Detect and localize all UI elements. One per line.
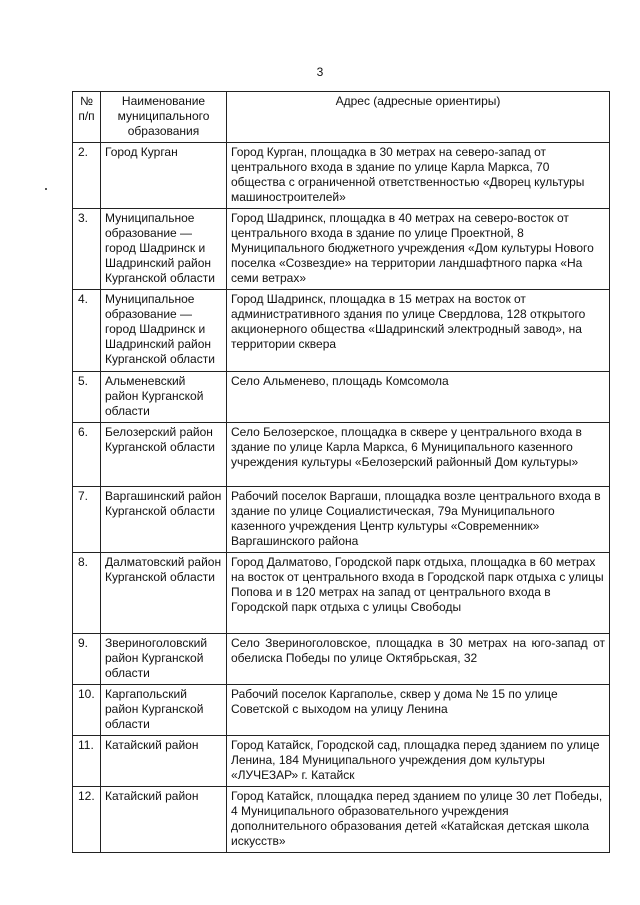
row-address: Село Альменево, площадь Комсомола xyxy=(227,372,610,423)
table-body xyxy=(73,143,610,853)
table-row xyxy=(73,634,610,685)
table-row xyxy=(73,143,610,209)
table-row xyxy=(73,787,610,853)
row-number: 11. xyxy=(73,736,101,787)
table-row xyxy=(73,553,610,634)
row-municipality: Звериноголовский район Курганской области xyxy=(101,634,227,685)
row-number: 6. xyxy=(73,423,101,487)
table-header-row xyxy=(73,92,610,143)
row-address: Рабочий поселок Каргаполье, сквер у дома № 15 по улице Советской с выходом на улицу Ленина xyxy=(227,685,610,736)
row-address: Село Белозерское, площадка в сквере у центрального входа в здание по улице Карла Маркса, 6 Муниципального казенного учреждения культуры «Белозерский районный Дом культуры» xyxy=(227,423,610,487)
address-table xyxy=(72,91,610,853)
row-number: 3. xyxy=(73,209,101,290)
table-row xyxy=(73,423,610,487)
table-row xyxy=(73,209,610,290)
row-municipality: Далматовский район Курганской области xyxy=(101,553,227,634)
table-row xyxy=(73,685,610,736)
row-municipality: Катайский район xyxy=(101,787,227,853)
header-municipality: Наименование муниципального образования xyxy=(101,92,227,143)
row-municipality: Варгашинский район Курганской области xyxy=(101,487,227,553)
row-number: 2. xyxy=(73,143,101,209)
row-number: 5. xyxy=(73,372,101,423)
page-number: 3 xyxy=(316,65,324,79)
row-address: Город Курган, площадка в 30 метрах на северо-запад от центрального входа в здание по улице Карла Маркса, 70 общества с ограниченной ответственностью «Дворец культуры машиностроителей» xyxy=(227,143,610,209)
row-number: 8. xyxy=(73,553,101,634)
row-municipality: Альменевский район Курганской области xyxy=(101,372,227,423)
table-row xyxy=(73,736,610,787)
row-municipality: Белозерский район Курганской области xyxy=(101,423,227,487)
row-municipality: Муниципальное образование — город Шадринск и Шадринский район Курганской области xyxy=(101,209,227,290)
table-row xyxy=(73,290,610,372)
row-number: 10. xyxy=(73,685,101,736)
table-row xyxy=(73,372,610,423)
row-number: 9. xyxy=(73,634,101,685)
row-address: Город Далматово, Городской парк отдыха, площадка в 60 метрах на восток от центрального входа в Городской парк отдыха с улицы Попова и в 120 метрах на запад от центрального входа в Городской парк отдыха с улицы Свободы xyxy=(227,553,610,634)
row-address: Город Шадринск, площадка в 40 метрах на северо-восток от центрального входа в здание по улице Проектной, 8 Муниципального бюджетного учреждения «Дом культуры Нового поселка «Созвездие» на территории ландшафтного парка «На семи ветрах» xyxy=(227,209,610,290)
row-municipality: Катайский район xyxy=(101,736,227,787)
stray-dot xyxy=(45,188,47,190)
row-municipality: Каргапольский район Курганской области xyxy=(101,685,227,736)
row-number: 7. xyxy=(73,487,101,553)
row-address: Город Катайск, площадка перед зданием по улице 30 лет Победы, 4 Муниципального образовательного учреждения дополнительного образования детей «Катайская детская школа искусств» xyxy=(227,787,610,853)
table-row xyxy=(73,487,610,553)
row-address: Город Шадринск, площадка в 15 метрах на восток от административного здания по улице Свердлова, 128 открытого акционерного общества «Шадринский электродный завод», на территории сквера xyxy=(227,290,610,372)
row-address: Рабочий поселок Варгаши, площадка возле центрального входа в здание по улице Социалистическая, 79а Муниципального казенного учреждения Центр культуры «Современник» Варгашинского района xyxy=(227,487,610,553)
row-municipality: Город Курган xyxy=(101,143,227,209)
row-address: Село Звериноголовское, площадка в 30 метрах на юго-запад от обелиска Победы по улице Октябрьская, 32 xyxy=(227,634,610,685)
row-municipality: Муниципальное образование — город Шадринск и Шадринский район Курганской области xyxy=(101,290,227,372)
row-address: Город Катайск, Городской сад, площадка перед зданием по улице Ленина, 184 Муниципального учреждения дом культуры «ЛУЧЕЗАР» г. Катайск xyxy=(227,736,610,787)
row-number: 12. xyxy=(73,787,101,853)
row-number: 4. xyxy=(73,290,101,372)
header-address: Адрес (адресные ориентиры) xyxy=(227,92,610,143)
header-number: № п/п xyxy=(73,92,101,143)
